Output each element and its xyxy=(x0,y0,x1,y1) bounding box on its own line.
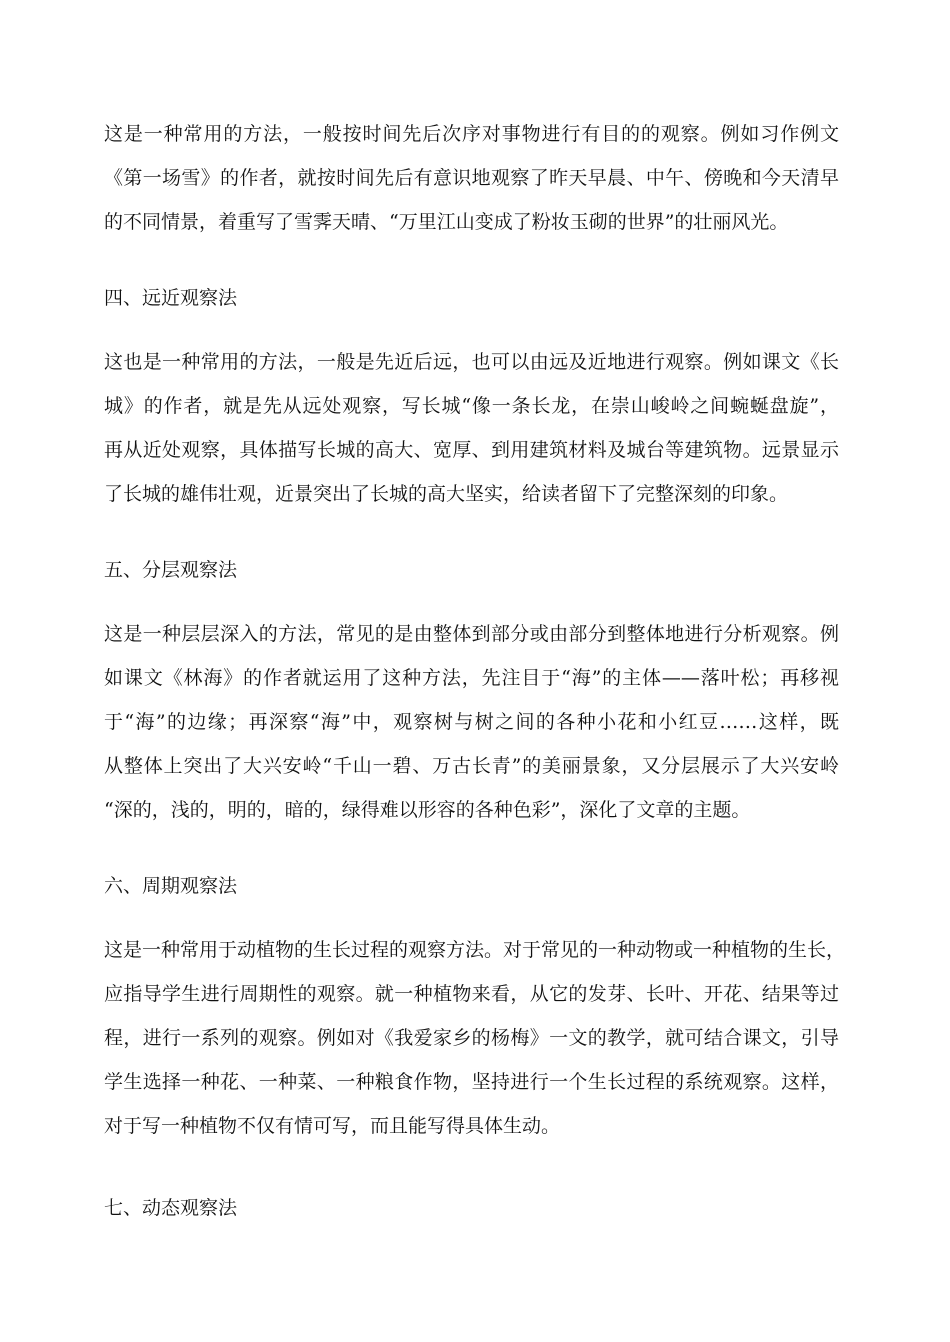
paragraph-period-method xyxy=(104,928,846,1148)
paragraph-time-order-method xyxy=(104,112,839,244)
paragraph-line: 的不同情景，着重写了雪霁天晴、“万里江山变成了粉妆玉砌的世界”的壮丽风光。 xyxy=(104,211,789,233)
section-heading-7 xyxy=(104,1186,839,1230)
section-heading-text: 六、周期观察法 xyxy=(104,875,238,897)
section-heading-text: 七、动态观察法 xyxy=(104,1197,238,1219)
paragraph-line: 《第一场雪》的作者，就按时间先后有意识地观察了昨天早晨、中午、傍晚和今天清早 xyxy=(104,167,839,189)
paragraph-line: 这是一种层层深入的方法，常见的是由整体到部分或由部分到整体地进行分析观察。例 xyxy=(104,623,839,645)
paragraph-line: “深的，浅的，明的，暗的，绿得难以形容的各种色彩”，深化了文章的主题。 xyxy=(104,799,751,821)
paragraph-line: 从整体上突出了大兴安岭“千山一碧、万古长青”的美丽景象，又分层展示了大兴安岭 xyxy=(104,755,839,777)
section-heading-6 xyxy=(104,864,839,908)
section-heading-text: 四、远近观察法 xyxy=(104,287,238,309)
paragraph-distance-method xyxy=(104,340,839,516)
paragraph-line: 对于写一种植物不仅有情可写，而且能写得具体生动。 xyxy=(104,1115,561,1137)
paragraph-line: 这是一种常用的方法，一般按时间先后次序对事物进行有目的的观察。例如习作例文 xyxy=(104,123,839,145)
paragraph-layer-method xyxy=(104,612,839,832)
paragraph-line: 学生选择一种花、一种菜、一种粮食作物，坚持进行一个生长过程的系统观察。这样， xyxy=(104,1071,839,1093)
section-heading-text: 五、分层观察法 xyxy=(104,559,238,581)
section-heading-5 xyxy=(104,548,839,592)
paragraph-line: 应指导学生进行周期性的观察。就一种植物来看，从它的发芽、长叶、开花、结果等过 xyxy=(104,983,839,1005)
section-heading-4 xyxy=(104,276,839,320)
paragraph-line: 了长城的雄伟壮观，近景突出了长城的高大坚实，给读者留下了完整深刻的印象。 xyxy=(104,483,789,505)
paragraph-line: 城》的作者，就是先从远处观察，写长城“像一条长龙，在崇山峻岭之间蜿蜒盘旋”， xyxy=(104,395,839,417)
paragraph-line: 再从近处观察，具体描写长城的高大、宽厚、到用建筑材料及城台等建筑物。远景显示 xyxy=(104,439,839,461)
paragraph-line: 程，进行一系列的观察。例如对《我爱家乡的杨梅》一文的教学，就可结合课文，引导 xyxy=(104,1027,839,1049)
paragraph-line: 于“海”的边缘；再深察“海”中，观察树与树之间的各种小花和小红豆……这样，既 xyxy=(104,711,839,733)
paragraph-line: 这也是一种常用的方法，一般是先近后远，也可以由远及近地进行观察。例如课文《长 xyxy=(104,351,839,373)
paragraph-line: 如课文《林海》的作者就运用了这种方法，先注目于“海”的主体——落叶松；再移视 xyxy=(104,667,839,689)
paragraph-line: 这是一种常用于动植物的生长过程的观察方法。对于常见的一种动物或一种植物的生长， xyxy=(104,939,846,961)
